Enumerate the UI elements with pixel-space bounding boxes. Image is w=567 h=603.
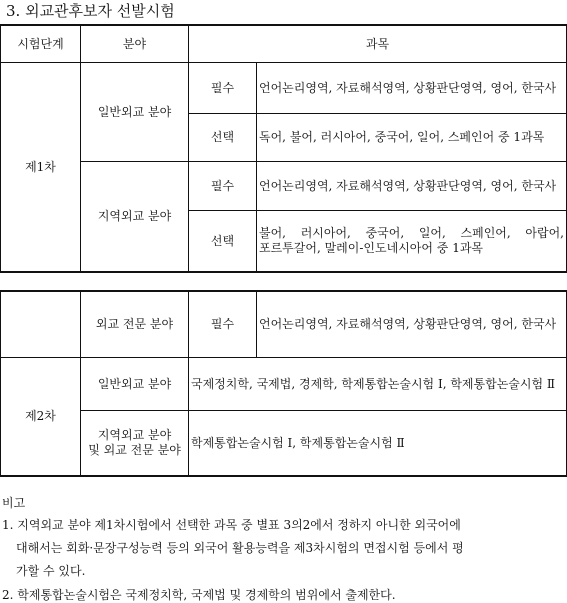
note-1-line-1: 1. 지역외교 분야 제1차시험에서 선택한 과목 중 별표 3의2에서 정하지 아니한 외국어에 xyxy=(2,518,461,532)
stage1-regional-field: 지역외교 분야 xyxy=(97,209,172,223)
stage2-general-field: 일반외교 분야 xyxy=(97,376,172,391)
stage1-expert-field: 외교 전문 분야 xyxy=(95,317,174,331)
stage1-general-field: 일반외교 분야 xyxy=(97,104,172,119)
notes-heading: 비고 xyxy=(2,496,26,510)
stage2-label: 제2차 xyxy=(25,409,56,423)
header-field: 분야 xyxy=(122,36,147,51)
stage1-general-required-subjects: 언어논리영역, 자료해석영역, 상황판단영역, 영어, 한국사 xyxy=(259,80,557,95)
page-title: 3. 외교관후보자 선발시험 xyxy=(6,2,175,20)
header-stage: 시험단계 xyxy=(17,36,64,51)
note-2: 2. 학제통합논술시험은 국제정치학, 국제법 및 경제학의 범위에서 출제한다. xyxy=(2,588,396,602)
stage1-expert-required-subjects: 언어논리영역, 자료해석영역, 상황판단영역, 영어, 한국사 xyxy=(259,317,557,331)
stage1-general-required-label: 필수 xyxy=(210,80,235,95)
stage2-general-subjects: 국제정치학, 국제법, 경제학, 학제통합논술시험 Ⅰ, 학제통합논술시험 Ⅱ xyxy=(191,376,556,391)
stage1-regional-required-subjects: 언어논리영역, 자료해석영역, 상황판단영역, 영어, 한국사 xyxy=(259,178,557,193)
stage2-regional-expert-field: 지역외교 분야 및 외교 전문 분야 xyxy=(88,428,181,457)
note-1-line-3: 가할 수 있다. xyxy=(16,564,86,578)
stage1-label: 제1차 xyxy=(25,159,56,174)
stage2-regional-expert-subjects: 학제통합논술시험 Ⅰ, 학제통합논술시험 Ⅱ xyxy=(191,435,405,450)
stage1-expert-required-label: 필수 xyxy=(210,317,235,331)
stage1-regional-required-label: 필수 xyxy=(210,178,235,193)
stage1-regional-elective-subjects: 불어, 러시아어, 중국어, 일어, 스페인어, 아랍어, 포르투갈어, 말레이-인도네시아어 중 1과목 xyxy=(259,226,564,255)
stage1-general-elective-subjects: 독어, 불어, 러시아어, 중국어, 일어, 스페인어 중 1과목 xyxy=(259,130,545,144)
header-subjects: 과목 xyxy=(365,36,390,51)
stage1-regional-elective-label: 선택 xyxy=(210,233,235,248)
stage1-general-elective-label: 선택 xyxy=(210,130,235,144)
note-1-line-2: 대해서는 회화·문장구성능력 등의 외국어 활용능력을 제3차시험의 면접시험 등에서 평 xyxy=(16,541,464,555)
